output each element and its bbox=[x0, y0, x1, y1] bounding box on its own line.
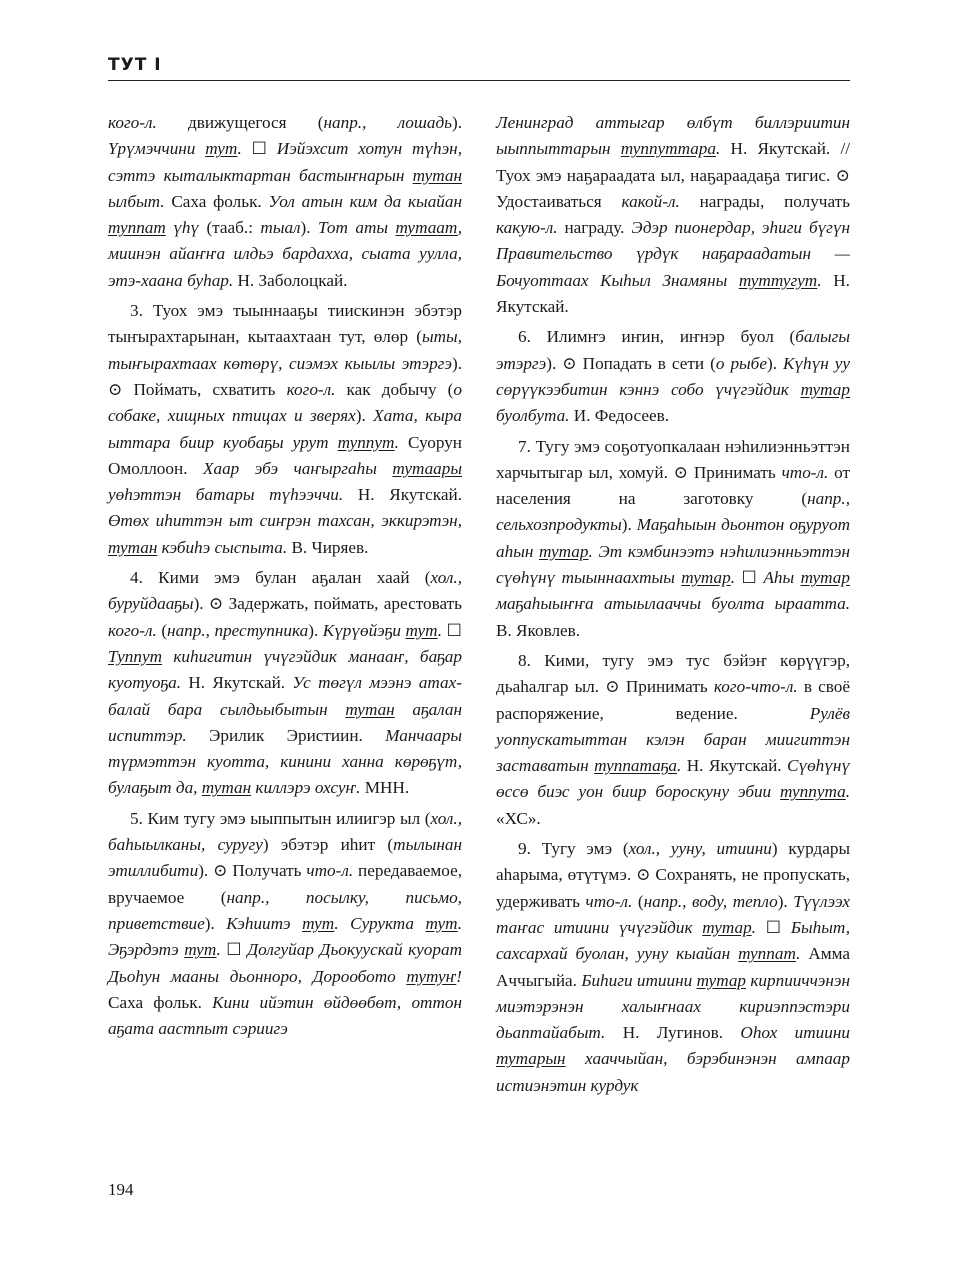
left-column bbox=[108, 110, 462, 1042]
left-paragraph: кого-л. движущегося (напр., лошадь). Үрүмэччини тут. ☐ Иэйэхсит хотун түһэн, сэттэ кыталыктартан бастыҥнарын тутан ылбыт. Саха фольк. Уол атын ким да кыайан туппат үһү (тааб.: тыал). Тот аты тутаат, миинэн айаҥҥа илдьэ бардахха, сыата уулла, этэ-хаана буһар. Н. Заболоцкай. bbox=[108, 113, 463, 290]
page-number: 194 bbox=[108, 1180, 134, 1199]
left-paragraph: 4. Кими эмэ булан аҕалан хаай (хол., буруйдааҕы). ⊙ Задержать, поймать, арестовать кого-л. (напр., преступника). Күрүөйэҕи тут. ☐ Туппут киһигитин үчүгэйдик манааҥ, баҕар куотуоҕа. Н. Якутскай. Ус төгүл мээнэ атах-балай бара сылдьыбытын тутан аҕалан испиттэр. Эрилик Эристиин. Манчаары түрмэттэн куотта, кинини ханна көрөҕүт, булаҕыт да, тутан киллэрэ охсуҥ. МНН. bbox=[108, 568, 462, 798]
right-paragraph: 7. Тугу эмэ соҕотуопкалаан нэһилиэнньэттэн харчытыгар ыл, хомуй. ⊙ Принимать что-л. от населения на заготовку (напр., сельхозпродукты). Маҕаһыын дьонтон оҕуруот аһын тутар. Эт кэмбинээтэ нэһилиэнньэттэн сүөһүнү тыыннаахтыы тутар. ☐ Аһы тутар маҕаһыыҥҥа атыылааччы буолта ыраатта. В. Яковлев. bbox=[496, 436, 851, 640]
right-paragraph: 9. Тугу эмэ (хол., ууну, итиини) курдары аһарыма, өтүтүмэ. ⊙ Сохранять, не пропускать, удерживать что-л. (напр., воду, тепло). Түүлээх таҥас итиини үчүгэйдик тутар. ☐ Быһыт, сахсархай буолан, ууну кыайан туппат. Амма Аччыгыйа. Биһиги итиини тутар кирпииччэнэн миэтэрэнэн халыҥнаах кириэппэстэри дьаптайабыт. Н. Лугинов. Оһох итиини тутарын хааччыйан, бэрэбинэнэн ампаар истиэнэтин курдук bbox=[496, 839, 850, 1095]
right-paragraph: Ленинград аттыгар өлбүт биллэриитин ыыппыттарын туппуттара. Н. Якутскай. // Туох эмэ наҕараадата ыл, наҕараадаҕа тигис. ⊙ Удостаиваться какой-л. награды, получать какую-л. награду. Эдэр пионердар, эһиги бүгүн Правительство үрдүк наҕараадатын — Бочуоттаах Кыһыл Знамяны туттугут. Н. Якутскай. bbox=[496, 113, 851, 317]
left-paragraph: 3. Туох эмэ тыыннааҕы тиискинэн эбэтэр тыҥырахтарынан, кытаахтаан тут, өлөр (ыты, тыҥырахтаах көтөрү, сиэмэх кыылы этэргэ). ⊙ Поймать, схватить кого-л. как добычу (о собаке, хищных птицах и зверях). Хата, кыра ыттара биир куобаҕы урут туппут. Суорун Омоллоон. Хаар эбэ чаҥыргаhы тутаары уөһэттэн батары түһээччи. Н. Якутскай. Өтөх иһиттэн ыт сиҥрэн тахсан, эккирэтэн, тутан кэбиһэ сыспыта. В. Чиряев. bbox=[108, 301, 462, 557]
running-header bbox=[108, 52, 850, 81]
right-column bbox=[496, 110, 850, 1099]
right-paragraph: 8. Кими, тугу эмэ тус бэйэҥ көрүүгэр, дьаһалгар ыл. ⊙ Принимать кого-что-л. в своё распоряжение, ведение. Рулёв уоппускатыттан кэлэн баран миигиттэн заставатын туппатаҕа. Н. Якутскай. Сүөһүнү өссө биэс уон биир бороскуну эбии туппута. «ХС». bbox=[496, 650, 851, 828]
header-title: ТУТ I bbox=[108, 55, 162, 75]
left-paragraph: 5. Ким тугу эмэ ыыппытын илиигэр ыл (хол., баhыылканы, суругу) эбэтэр иһит (тылынан этиллибити). ⊙ Получать что-л. передаваемое, вручаемое (напр., посылку, письмо, приветствие). Кэһиитэ тут. Сурукта тут. Эҕэрдэтэ тут. ☐ Долгуйар Дьокуускай куорат Дьоһун мааны дьонноро, Дорообото тутуҥ! Саха фольк. Кини ийэтин өйдөөбөт, оттон аҕата аастпыт сэриигэ bbox=[108, 808, 463, 1039]
right-paragraph: 6. Илимҥэ иҥин, иҥнэр буол (балыгы этэргэ). ⊙ Попадать в сети (о рыбе). Күһүн уу сөрүүкээбитин кэннэ собо үчүгэйдик тутар буолбута. И. Федосеев. bbox=[496, 327, 850, 426]
